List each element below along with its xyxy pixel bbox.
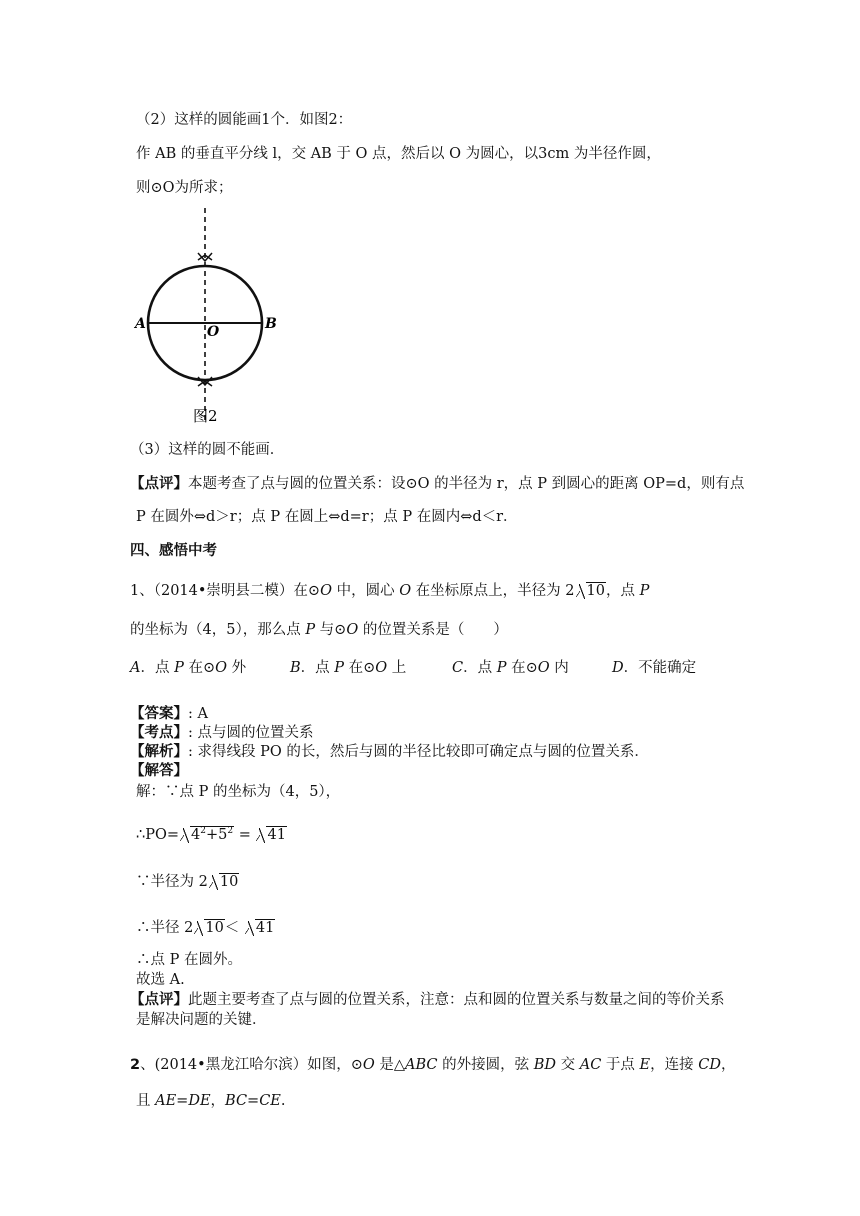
- q2-ac: AC: [579, 1057, 602, 1073]
- option-o: O: [215, 660, 228, 676]
- less-than: ＜: [224, 920, 244, 936]
- jieda-tag: 【解答】: [130, 763, 188, 779]
- section-heading: 四、感悟中考: [130, 543, 217, 559]
- comment2-line2: 是解决问题的关键．: [136, 1012, 267, 1028]
- solution-line4: [136, 919, 275, 937]
- q2-cd: CD: [698, 1057, 721, 1073]
- option-letter: A: [130, 660, 141, 676]
- option-text: 上: [387, 660, 407, 676]
- q1-o2: O: [399, 583, 412, 599]
- q2-text: 是△: [374, 1057, 406, 1073]
- solution-line5: ∴点 P 在圆外。: [136, 952, 242, 968]
- q2-text: 于点: [601, 1057, 640, 1073]
- jiexi-line: [130, 743, 649, 761]
- sqrt-10: [576, 582, 606, 600]
- option-letter: D: [612, 660, 624, 676]
- comment1-line1: [130, 475, 744, 493]
- q1-mid1: 中，圆心: [331, 583, 400, 599]
- exp-1: 2: [200, 826, 206, 836]
- sum-radicand: [190, 826, 234, 843]
- option-text: ．不能确定: [623, 660, 697, 676]
- q2-bd: BD: [533, 1057, 557, 1073]
- sqrt-10: [194, 919, 224, 937]
- option-p: P: [174, 660, 184, 676]
- q2-number: 2: [130, 1057, 141, 1073]
- kaodian-tag: 【考点】: [130, 725, 188, 741]
- option-text: 内: [549, 660, 569, 676]
- solution-line1: 解：∵点 P 的坐标为（4，5），: [136, 784, 341, 800]
- compare-prefix: ∴半径 2: [136, 920, 194, 936]
- radicand-10: 10: [205, 920, 224, 936]
- q2-o: O: [362, 1057, 375, 1073]
- plus-5: +5: [206, 827, 228, 843]
- equals: =: [234, 827, 256, 843]
- q2-line2: [136, 1092, 286, 1110]
- po-prefix: ∴PO=: [136, 827, 180, 843]
- exp-2: 2: [227, 826, 234, 836]
- label-a: A: [135, 316, 146, 332]
- radicand-41: 41: [267, 827, 286, 843]
- comment2-text1: 此题主要考查了点与圆的位置关系，注意：点和圆的位置关系与数量之间的等价关系: [188, 992, 725, 1008]
- q2-line1: [130, 1056, 735, 1074]
- q1-o1: O: [320, 583, 332, 599]
- answer-value: : A: [188, 706, 208, 722]
- option-o: O: [537, 660, 550, 676]
- q2-text: 、(2014•黑龙江哈尔滨）如图，⊙: [140, 1057, 363, 1073]
- q1-mid3: ，点: [605, 583, 640, 599]
- kaodian-value: : 点与圆的位置关系: [188, 725, 314, 741]
- kaodian-line: [130, 724, 314, 742]
- sqrt-sum: [180, 826, 234, 844]
- option-text: 外: [227, 660, 247, 676]
- q1-line1: [130, 582, 649, 600]
- radicand-41: 41: [255, 920, 275, 936]
- sqrt-41: [245, 919, 275, 937]
- option-o: O: [375, 660, 388, 676]
- option-letter: B: [290, 660, 301, 676]
- q1-option-c: [452, 659, 569, 677]
- sqrt-41: [256, 826, 286, 844]
- q2-abc: ABC: [405, 1057, 438, 1073]
- answer-line: [130, 705, 208, 723]
- q1-o3: O: [346, 622, 359, 638]
- option-text: 在⊙: [506, 660, 538, 676]
- radius-prefix: ∵半径为 2: [136, 874, 208, 890]
- q1-option-a: [130, 659, 246, 677]
- figure-2: [130, 200, 290, 430]
- part2-conclusion: 则⊙O为所求；: [136, 180, 233, 196]
- solution-line2: [136, 826, 287, 844]
- figure-caption: 图2: [193, 407, 218, 425]
- option-text: 在⊙: [183, 660, 216, 676]
- option-text: ．点: [300, 660, 335, 676]
- q1-p1: P: [639, 583, 650, 599]
- q1-line2: [130, 621, 508, 639]
- q2-e: E: [639, 1057, 651, 1073]
- q1-p2: P: [305, 622, 316, 638]
- label-o: O: [207, 324, 220, 340]
- part2-step: 作 AB 的垂直平分线 l，交 AB 于 O 点，然后以 O 为圆心，以3cm 为半径作圆，: [136, 146, 661, 162]
- solution-line6: 故选 A.: [136, 972, 185, 988]
- label-b: B: [265, 316, 277, 332]
- jiexi-value: : 求得线段 PO 的长，然后与圆的半径比较即可确定点与圆的位置关系．: [188, 744, 649, 760]
- solution-line3: [136, 873, 239, 891]
- q2-ae-de: AE=DE: [155, 1093, 211, 1109]
- q2-bc-ce: BC=CE: [225, 1093, 281, 1109]
- comment2-line1: [130, 991, 725, 1009]
- comment1-line2: P 在圆外⇔d＞r；点 P 在圆上⇔d=r；点 P 在圆内⇔d＜r．: [136, 509, 518, 525]
- q1-mid2: 在坐标原点上，半径为 2: [411, 583, 575, 599]
- q2-text: ，: [720, 1057, 736, 1073]
- option-text: ．点: [463, 660, 497, 676]
- q2-text: 且: [136, 1093, 156, 1109]
- radicand-10: 10: [219, 874, 239, 890]
- q1-option-b: [290, 659, 406, 677]
- jiexi-tag: 【解析】: [130, 744, 188, 760]
- q1-line2-prefix: 的坐标为（4，5），那么点: [130, 622, 306, 638]
- comment1-tag: 【点评】: [130, 476, 188, 492]
- radicand: 10: [586, 583, 605, 599]
- base-4: 4: [191, 827, 201, 843]
- part3: （3）这样的圆不能画．: [130, 442, 285, 458]
- answer-tag: 【答案】: [130, 706, 188, 722]
- comment2-tag: 【点评】: [130, 992, 188, 1008]
- q2-text: ，连接: [650, 1057, 699, 1073]
- option-text: ．点: [140, 660, 175, 676]
- q1-line2-suffix: 的位置关系是（ ）: [358, 622, 508, 638]
- q2-text: ，: [210, 1093, 226, 1109]
- q2-text: 交: [556, 1057, 580, 1073]
- option-p: P: [334, 660, 345, 676]
- q1-line2-mid: 与⊙: [315, 622, 347, 638]
- part2-title: （2）这样的圆能画1个．如图2：: [136, 112, 353, 128]
- arc-mark-bottom: [198, 377, 212, 386]
- sqrt-10: [209, 873, 239, 891]
- option-letter: C: [452, 660, 464, 676]
- q2-text: .: [280, 1093, 286, 1109]
- comment1-text1: 本题考查了点与圆的位置关系：设⊙O 的半径为 r，点 P 到圆心的距离 OP=d，则有点: [188, 476, 745, 492]
- option-p: P: [496, 660, 507, 676]
- option-text: 在⊙: [344, 660, 376, 676]
- q1-option-d: [612, 659, 696, 677]
- q1-line1-prefix: 1、（2014•崇明县二模）在⊙: [130, 583, 321, 599]
- q2-text: 的外接圆，弦: [437, 1057, 534, 1073]
